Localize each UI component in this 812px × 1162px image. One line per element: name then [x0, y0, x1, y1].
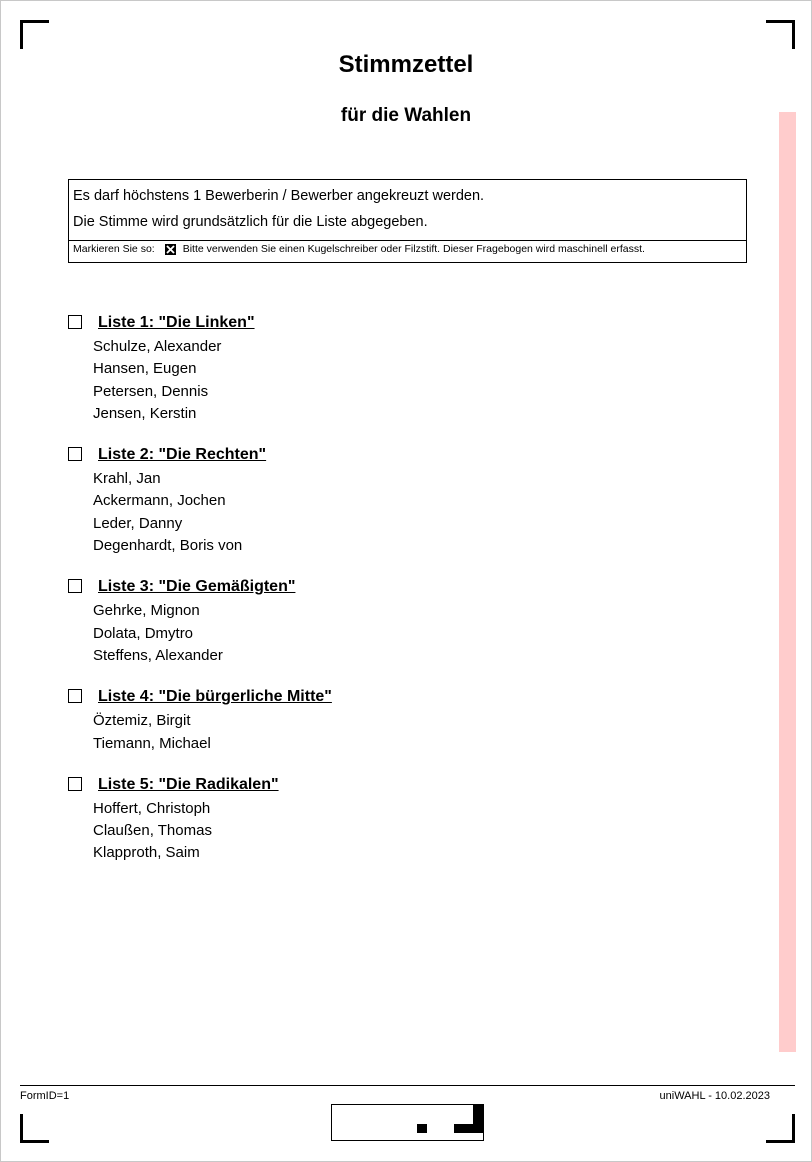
brand-date: uniWAHL - 10.02.2023 — [659, 1090, 770, 1102]
candidate-name: Jensen, Kerstin — [93, 404, 197, 422]
list-header — [68, 773, 332, 795]
page-subtitle: für die Wahlen — [340, 105, 472, 126]
list-group — [68, 311, 332, 425]
candidate-name: Schulze, Alexander — [93, 338, 222, 355]
candidate-list — [93, 710, 332, 755]
candidate-name: Tiemann, Michael — [93, 734, 211, 752]
list-header — [68, 575, 332, 597]
candidate-list — [93, 798, 332, 865]
candidate-list — [93, 468, 332, 557]
list-group — [68, 443, 332, 557]
candidate-name: Leder, Danny — [93, 514, 183, 532]
page-title: Stimmzettel — [338, 51, 474, 78]
machine-code-box — [331, 1104, 484, 1141]
mark-label: Markieren Sie so: — [73, 243, 155, 255]
candidate-name: Öztemiz, Birgit — [93, 712, 191, 730]
corner-mark-bottom-right — [766, 1114, 795, 1143]
list-title: Liste 4: "Die bürgerliche Mitte" — [98, 688, 332, 706]
instructions-divider — [69, 240, 746, 241]
candidate-name: Ackermann, Jochen — [93, 492, 226, 510]
list-group — [68, 773, 332, 865]
candidate-name: Hoffert, Christoph — [93, 799, 211, 817]
list-title: Liste 1: "Die Linken" — [98, 314, 255, 331]
list-group — [68, 575, 332, 667]
mark-note: Bitte verwenden Sie einen Kugelschreiber oder Filzstift. Dieser Fragebogen wird maschinell erfasst. — [182, 243, 645, 255]
instruction-line-1: Es darf höchstens 1 Bewerberin / Bewerber angekreuzt werden. — [73, 188, 485, 204]
list-header — [68, 443, 332, 465]
footer-divider — [20, 1085, 795, 1086]
corner-mark-top-right — [766, 20, 795, 49]
candidate-name: Krahl, Jan — [93, 470, 161, 488]
candidate-name: Klapproth, Saim — [93, 844, 200, 862]
list-header — [68, 685, 332, 707]
list-2-checkbox[interactable] — [68, 447, 82, 461]
list-1-checkbox[interactable] — [68, 315, 82, 329]
candidate-name: Petersen, Dennis — [93, 382, 209, 400]
candidate-name: Gehrke, Mignon — [93, 602, 200, 620]
instruction-line-2: Die Stimme wird grundsätzlich für die Liste abgegeben. — [73, 214, 428, 230]
candidate-list — [93, 336, 332, 425]
candidate-name: Hansen, Eugen — [93, 360, 197, 378]
candidate-name: Dolata, Dmytro — [93, 624, 194, 642]
list-3-checkbox[interactable] — [68, 579, 82, 593]
ballot-lists — [68, 311, 332, 883]
list-4-checkbox[interactable] — [68, 689, 82, 703]
list-title: Liste 2: "Die Rechten" — [98, 446, 267, 464]
list-5-checkbox[interactable] — [68, 777, 82, 791]
candidate-list — [93, 600, 332, 667]
instructions-box — [68, 179, 747, 263]
crossed-box-icon — [165, 244, 176, 255]
corner-mark-bottom-left — [20, 1114, 49, 1143]
side-strip — [779, 112, 796, 1052]
candidate-name: Claußen, Thomas — [93, 822, 212, 840]
corner-mark-top-left — [20, 20, 49, 49]
machine-code-icon — [331, 1104, 484, 1141]
candidate-name: Steffens, Alexander — [93, 646, 223, 664]
marking-hint — [73, 243, 645, 255]
candidate-name: Degenhardt, Boris von — [93, 537, 243, 555]
list-title: Liste 5: "Die Radikalen" — [98, 775, 279, 793]
list-header — [68, 311, 332, 333]
list-title: Liste 3: "Die Gemäßigten" — [98, 578, 296, 596]
list-group — [68, 685, 332, 755]
form-id: FormID=1 — [20, 1090, 70, 1102]
